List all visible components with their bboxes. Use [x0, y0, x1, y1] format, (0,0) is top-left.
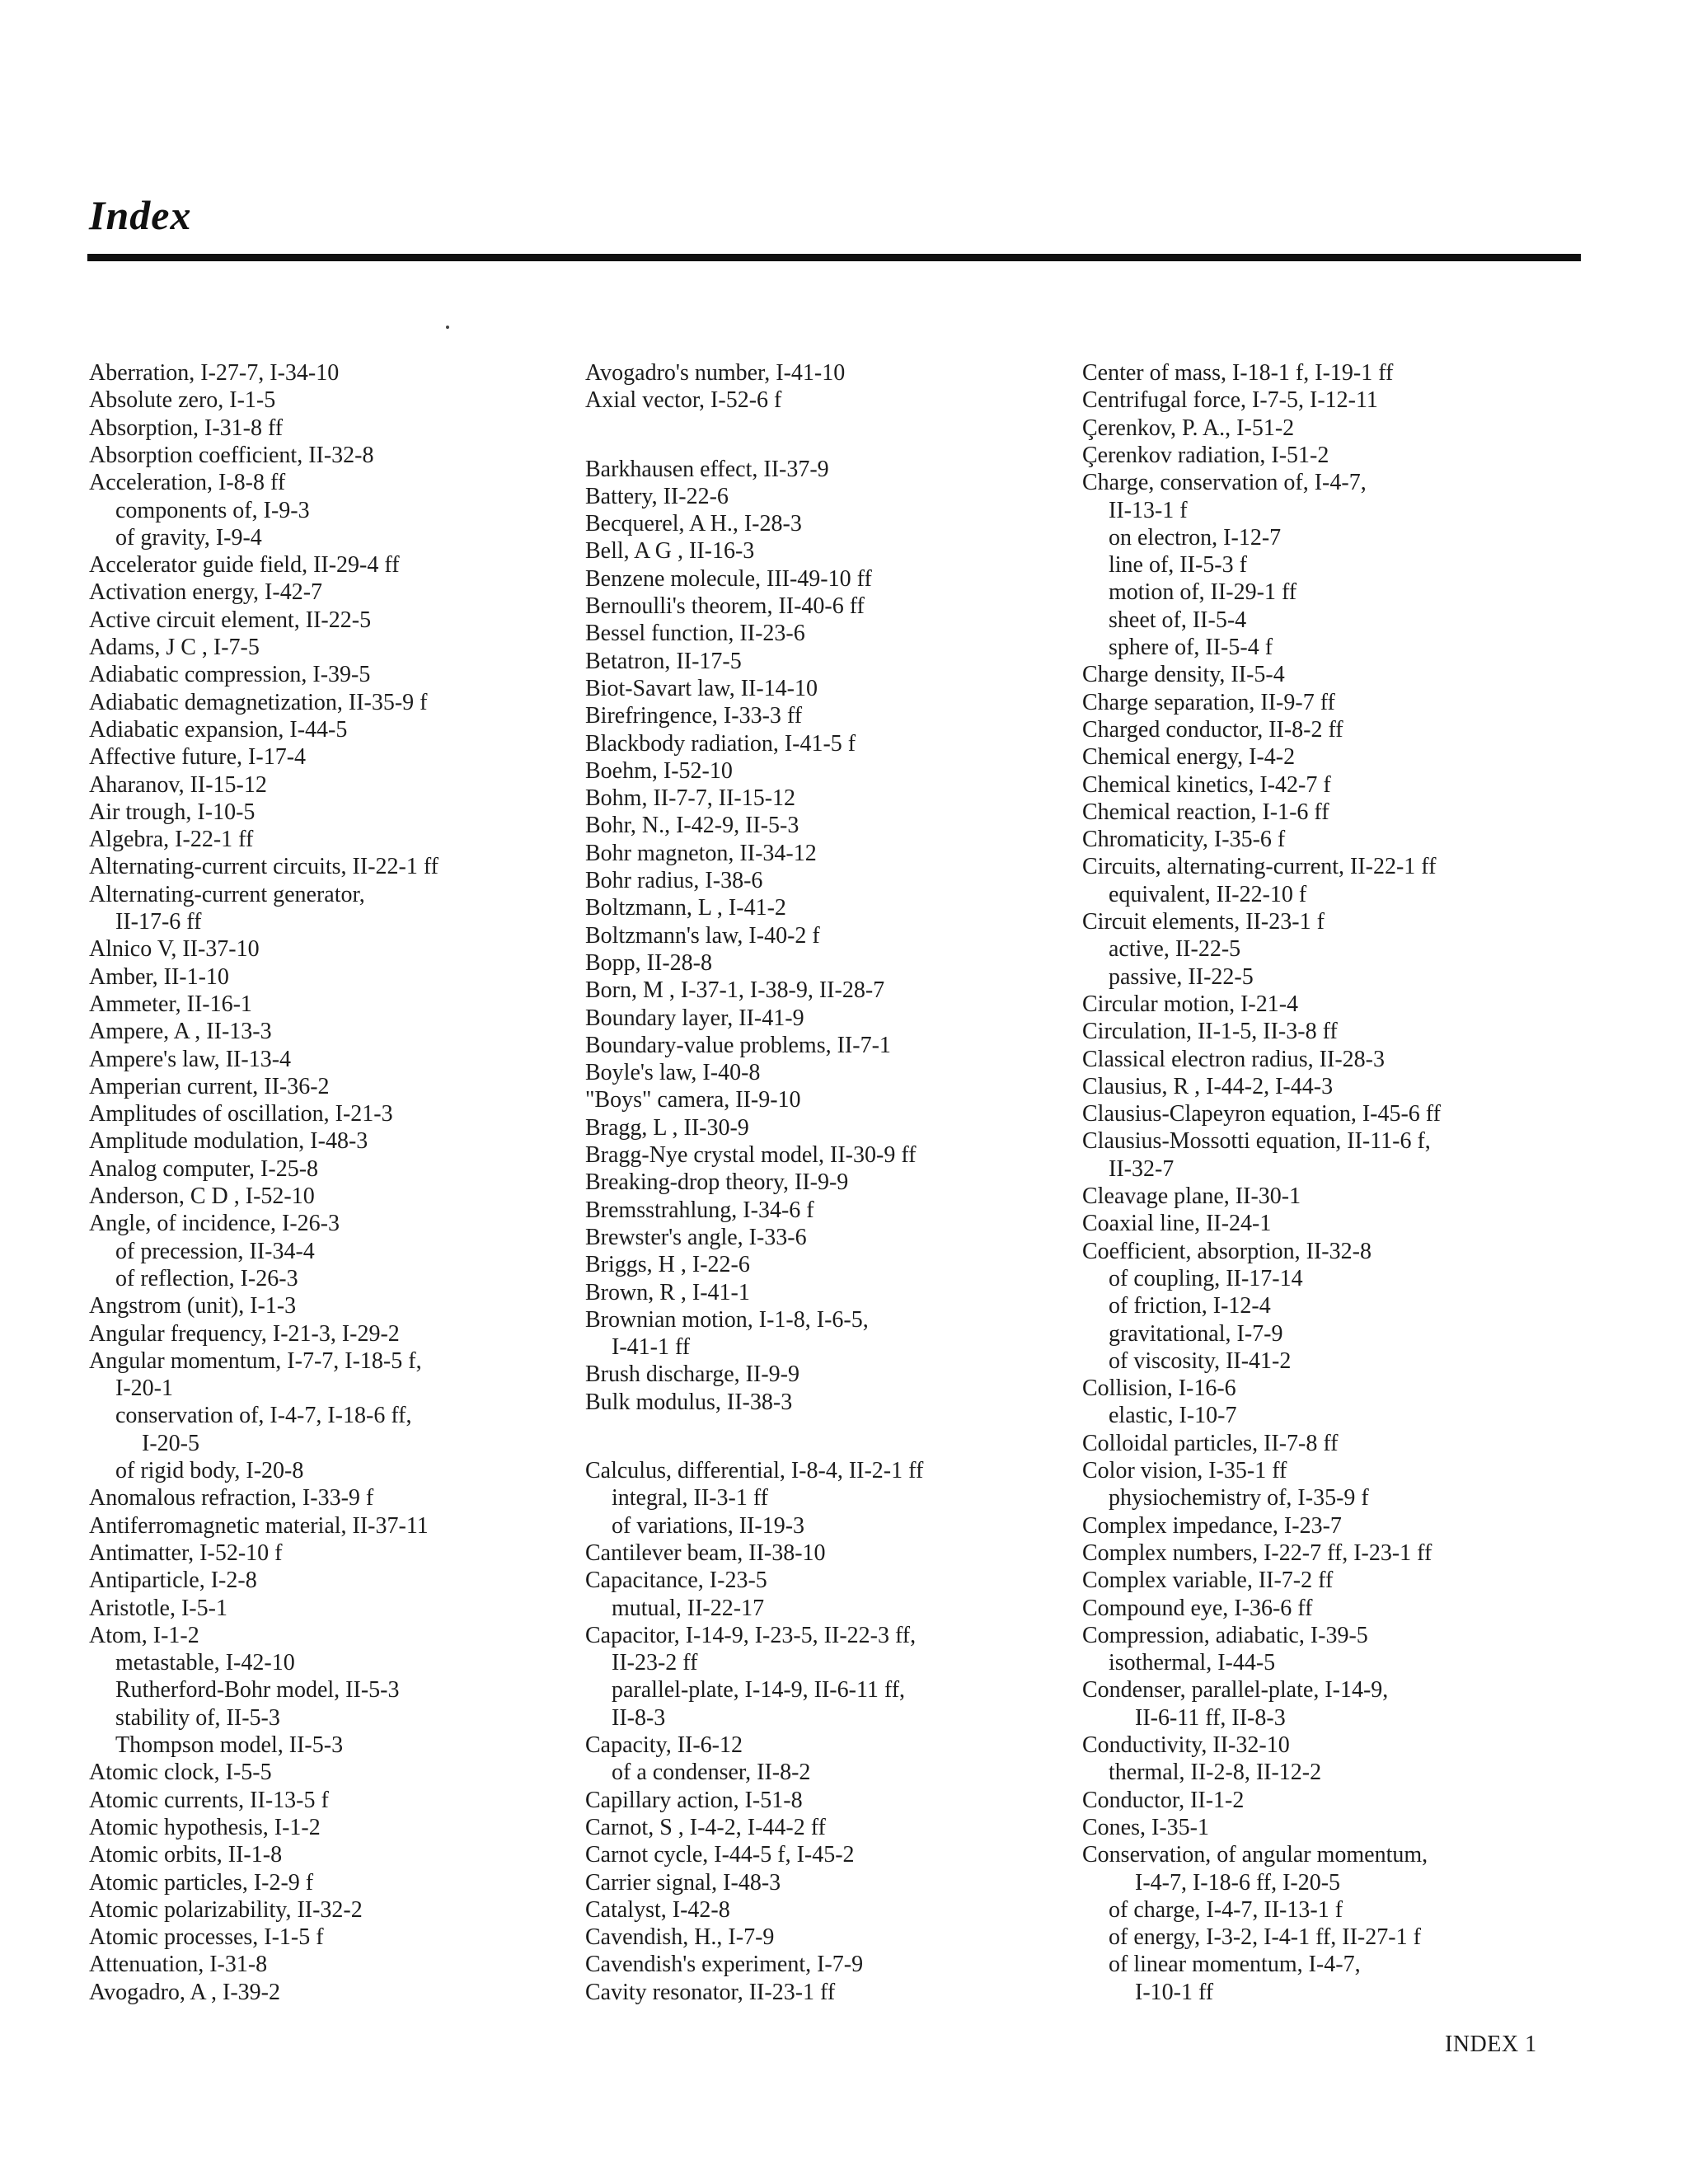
index-entry: Atomic hypothesis, I-1-2: [89, 1814, 321, 1840]
index-entry: Circuits, alternating-current, II-22-1 ff: [1082, 854, 1437, 880]
index-entry: Anderson, C D , I-52-10: [89, 1183, 315, 1209]
index-subentry: II-6-11 ff, II-8-3: [1135, 1704, 1286, 1731]
index-subentry: of gravity, I-9-4: [115, 524, 262, 551]
index-entry: Colloidal particles, II-7-8 ff: [1082, 1430, 1339, 1456]
index-subentry: passive, II-22-5: [1109, 963, 1254, 990]
index-entry: Chromaticity, I-35-6 f: [1082, 827, 1286, 853]
index-entry: Angular frequency, I-21-3, I-29-2: [89, 1320, 400, 1347]
index-subentry: I-10-1 ff: [1135, 1979, 1214, 2005]
index-entry: Battery, II-22-6: [585, 483, 729, 509]
index-entry: Alternating-current generator,: [89, 881, 365, 907]
index-entry: Brewster's angle, I-33-6: [585, 1224, 807, 1250]
index-entry: Bulk modulus, II-38-3: [585, 1389, 793, 1415]
index-entry: Birefringence, I-33-3 ff: [585, 703, 803, 729]
index-subentry: metastable, I-42-10: [115, 1650, 295, 1676]
index-entry: Activation energy, I-42-7: [89, 579, 323, 606]
index-entry: Atomic polarizability, II-32-2: [89, 1896, 363, 1923]
index-entry: Çerenkov radiation, I-51-2: [1082, 442, 1329, 468]
index-entry: Bell, A G , II-16-3: [585, 538, 755, 565]
index-entry: Conductivity, II-32-10: [1082, 1732, 1290, 1758]
index-entry: Bohm, II-7-7, II-15-12: [585, 785, 796, 812]
index-subentry: components of, I-9-3: [115, 497, 310, 523]
index-subentry: I-41-1 ff: [612, 1334, 691, 1361]
index-entry: Atomic processes, I-1-5 f: [89, 1924, 324, 1951]
index-entry: Bessel function, II-23-6: [585, 621, 805, 647]
index-entry: Adams, J C , I-7-5: [89, 635, 260, 660]
index-entry: Algebra, I-22-1 ff: [89, 827, 254, 853]
index-subentry: Rutherford-Bohr model, II-5-3: [115, 1677, 400, 1704]
index-subentry: of a condenser, II-8-2: [612, 1760, 811, 1786]
index-entry: Alternating-current circuits, II-22-1 ff: [89, 854, 438, 880]
index-entry: Absorption coefficient, II-32-8: [89, 442, 374, 468]
index-entry: Complex numbers, I-22-7 ff, I-23-1 ff: [1082, 1540, 1432, 1566]
index-subentry: II-17-6 ff: [115, 909, 202, 935]
index-entry: Amperian current, II-36-2: [89, 1073, 330, 1099]
index-entry: Biot-Savart law, II-14-10: [585, 675, 818, 701]
index-entry: Barkhausen effect, II-37-9: [585, 456, 829, 482]
title-rule: [87, 254, 1581, 261]
index-entry: Angular momentum, I-7-7, I-18-5 f,: [89, 1347, 422, 1374]
index-entry: Antiferromagnetic material, II-37-11: [89, 1512, 429, 1539]
index-entry: Bremsstrahlung, I-34-6 f: [585, 1197, 814, 1223]
index-entry: Capacity, II-6-12: [585, 1732, 743, 1758]
index-entry: Complex variable, II-7-2 ff: [1082, 1568, 1334, 1594]
index-subentry: sheet of, II-5-4: [1109, 607, 1247, 633]
index-subentry: II-32-7: [1109, 1155, 1175, 1182]
index-entry: Angstrom (unit), I-1-3: [89, 1293, 297, 1319]
index-subentry: isothermal, I-44-5: [1109, 1650, 1276, 1676]
index-entry: Bernoulli's theorem, II-40-6 ff: [585, 593, 865, 620]
index-entry: Adiabatic demagnetization, II-35-9 f: [89, 689, 428, 715]
index-entry: Accelerator guide field, II-29-4 ff: [89, 552, 400, 579]
index-entry: Affective future, I-17-4: [89, 744, 307, 771]
index-entry: Calculus, differential, I-8-4, II-2-1 ff: [585, 1458, 924, 1483]
index-subentry: of friction, I-12-4: [1109, 1293, 1271, 1319]
index-entry: Circular motion, I-21-4: [1082, 991, 1299, 1017]
index-entry: Breaking-drop theory, II-9-9: [585, 1169, 849, 1196]
index-entry: Bopp, II-28-8: [585, 949, 712, 976]
page-title: Index: [89, 192, 192, 238]
index-entry: Clausius-Mossotti equation, II-11-6 f,: [1082, 1128, 1431, 1155]
index-subentry: of energy, I-3-2, I-4-1 ff, II-27-1 f: [1109, 1924, 1421, 1951]
index-subentry: of rigid body, I-20-8: [115, 1458, 304, 1483]
index-entry: Carnot cycle, I-44-5 f, I-45-2: [585, 1842, 855, 1868]
index-entry: Circulation, II-1-5, II-3-8 ff: [1082, 1019, 1338, 1045]
index-entry: Bragg, L , II-30-9: [585, 1114, 749, 1141]
index-subentry: II-23-2 ff: [612, 1650, 698, 1676]
index-entry: Attenuation, I-31-8: [89, 1952, 268, 1978]
index-entry: Air trough, I-10-5: [89, 799, 256, 825]
index-subentry: on electron, I-12-7: [1109, 524, 1282, 551]
index-entry: Absolute zero, I-1-5: [89, 387, 276, 414]
index-entry: Clausius, R , I-44-2, I-44-3: [1082, 1073, 1334, 1099]
index-entry: Adiabatic compression, I-39-5: [89, 662, 371, 688]
index-entry: Alnico V, II-37-10: [89, 936, 260, 963]
index-subentry: stability of, II-5-3: [115, 1704, 280, 1731]
index-entry: Briggs, H , I-22-6: [585, 1252, 750, 1278]
index-entry: Cones, I-35-1: [1082, 1814, 1209, 1840]
index-entry: Brownian motion, I-1-8, I-6-5,: [585, 1306, 869, 1333]
index-subentry: I-4-7, I-18-6 ff, I-20-5: [1135, 1869, 1341, 1896]
index-entry: Cleavage plane, II-30-1: [1082, 1183, 1301, 1209]
index-entry: "Boys" camera, II-9-10: [585, 1087, 801, 1113]
index-entry: Boltzmann's law, I-40-2 f: [585, 922, 820, 949]
index-subentry: of variations, II-19-3: [612, 1512, 805, 1539]
index-subentry: conservation of, I-4-7, I-18-6 ff,: [115, 1403, 412, 1429]
index-entry: Active circuit element, II-22-5: [89, 607, 372, 633]
index-entry: Capacitor, I-14-9, I-23-5, II-22-3 ff,: [585, 1622, 917, 1648]
index-entry: Born, M , I-37-1, I-38-9, II-28-7: [585, 977, 885, 1004]
index-entry: Aharanov, II-15-12: [89, 771, 267, 798]
index-entry: Betatron, II-17-5: [585, 648, 742, 674]
index-entry: Capillary action, I-51-8: [585, 1787, 803, 1813]
index-entry: Clausius-Clapeyron equation, I-45-6 ff: [1082, 1101, 1441, 1127]
index-entry: Aberration, I-27-7, I-34-10: [89, 360, 340, 386]
index-entry: Benzene molecule, III-49-10 ff: [585, 565, 872, 592]
index-entry: Angle, of incidence, I-26-3: [89, 1211, 340, 1237]
index-entry: Bohr, N., I-42-9, II-5-3: [585, 813, 799, 839]
index-entry: Boyle's law, I-40-8: [585, 1060, 761, 1086]
index-entry: Ampere's law, II-13-4: [89, 1046, 292, 1072]
index-entry: Center of mass, I-18-1 f, I-19-1 ff: [1082, 360, 1394, 386]
index-subentry: of charge, I-4-7, II-13-1 f: [1109, 1896, 1343, 1923]
index-entry: Boehm, I-52-10: [585, 757, 733, 784]
index-entry: Cavendish's experiment, I-7-9: [585, 1952, 864, 1978]
index-entry: Aristotle, I-5-1: [89, 1595, 227, 1621]
index-entry: Charged conductor, II-8-2 ff: [1082, 716, 1343, 743]
index-entry: Amplitude modulation, I-48-3: [89, 1128, 368, 1155]
index-entry: Brown, R , I-41-1: [585, 1279, 750, 1305]
index-subentry: parallel-plate, I-14-9, II-6-11 ff,: [612, 1677, 906, 1704]
index-subentry: sphere of, II-5-4 f: [1109, 635, 1273, 660]
index-subentry: II-8-3: [612, 1704, 666, 1731]
index-subentry: of linear momentum, I-4-7,: [1109, 1952, 1361, 1978]
index-entry: Chemical kinetics, I-42-7 f: [1082, 771, 1331, 798]
index-entry: Analog computer, I-25-8: [89, 1155, 319, 1182]
index-subentry: Thompson model, II-5-3: [115, 1732, 344, 1758]
index-subentry: of reflection, I-26-3: [115, 1265, 298, 1291]
index-subentry: gravitational, I-7-9: [1109, 1320, 1283, 1347]
index-entry: Antiparticle, I-2-8: [89, 1568, 257, 1594]
index-entry: Brush discharge, II-9-9: [585, 1361, 799, 1388]
index-entry: Antimatter, I-52-10 f: [89, 1540, 283, 1566]
index-entry: Avogadro's number, I-41-10: [585, 360, 846, 386]
index-subentry: of precession, II-34-4: [115, 1238, 315, 1264]
index-entry: Cavendish, H., I-7-9: [585, 1924, 775, 1951]
index-entry: Atomic currents, II-13-5 f: [89, 1787, 329, 1813]
index-entry: Ammeter, II-16-1: [89, 991, 252, 1017]
index-entry: Boundary layer, II-41-9: [585, 1005, 804, 1031]
index-entry: Becquerel, A H., I-28-3: [585, 511, 802, 537]
print-speck: [446, 326, 449, 329]
index-subentry: II-13-1 f: [1109, 497, 1188, 523]
index-entry: Circuit elements, II-23-1 f: [1082, 909, 1325, 935]
index-subentry: motion of, II-29-1 ff: [1109, 579, 1297, 606]
index-entry: Carnot, S , I-4-2, I-44-2 ff: [585, 1814, 826, 1840]
index-entry: Avogadro, A , I-39-2: [89, 1979, 280, 2005]
index-entry: Classical electron radius, II-28-3: [1082, 1046, 1385, 1072]
index-entry: Centrifugal force, I-7-5, I-12-11: [1082, 387, 1378, 414]
index-entry: Bohr magneton, II-34-12: [585, 840, 817, 866]
index-entry: Adiabatic expansion, I-44-5: [89, 716, 348, 743]
index-entry: Color vision, I-35-1 ff: [1082, 1458, 1287, 1483]
index-subentry: of coupling, II-17-14: [1109, 1265, 1303, 1291]
index-entry: Atomic particles, I-2-9 f: [89, 1869, 314, 1896]
index-subentry: line of, II-5-3 f: [1109, 552, 1247, 579]
index-entry: Acceleration, I-8-8 ff: [89, 470, 286, 496]
index-entry: Atomic clock, I-5-5: [89, 1760, 272, 1786]
index-entry: Atom, I-1-2: [89, 1622, 199, 1648]
index-entry: Conservation, of angular momentum,: [1082, 1842, 1428, 1868]
page-footer: INDEX 1: [1445, 2032, 1537, 2057]
index-entry: Complex impedance, I-23-7: [1082, 1512, 1342, 1539]
index-entry: Charge density, II-5-4: [1082, 662, 1285, 688]
index-entry: Atomic orbits, II-1-8: [89, 1842, 283, 1868]
index-entry: Amplitudes of oscillation, I-21-3: [89, 1101, 393, 1127]
index-subentry: I-20-5: [142, 1430, 199, 1456]
index-subentry: active, II-22-5: [1109, 936, 1241, 963]
index-entry: Compound eye, I-36-6 ff: [1082, 1595, 1313, 1621]
index-entry: Cantilever beam, II-38-10: [585, 1540, 826, 1566]
index-entry: Charge separation, II-9-7 ff: [1082, 689, 1335, 715]
index-entry: Anomalous refraction, I-33-9 f: [89, 1485, 374, 1511]
index-entry: Capacitance, I-23-5: [585, 1568, 767, 1594]
index-entry: Collision, I-16-6: [1082, 1376, 1236, 1402]
index-entry: Compression, adiabatic, I-39-5: [1082, 1622, 1368, 1648]
index-entry: Charge, conservation of, I-4-7,: [1082, 470, 1367, 496]
index-entry: Boltzmann, L , I-41-2: [585, 895, 786, 921]
index-subentry: equivalent, II-22-10 f: [1109, 881, 1307, 907]
index-subentry: physiochemistry of, I-35-9 f: [1109, 1485, 1369, 1511]
index-entry: Boundary-value problems, II-7-1: [585, 1032, 891, 1058]
index-entry: Amber, II-1-10: [89, 963, 229, 990]
index-subentry: integral, II-3-1 ff: [612, 1485, 768, 1511]
index-entry: Absorption, I-31-8 ff: [89, 415, 284, 441]
index-subentry: I-20-1: [115, 1376, 173, 1402]
index-subentry: elastic, I-10-7: [1109, 1403, 1237, 1429]
index-subentry: thermal, II-2-8, II-12-2: [1109, 1760, 1322, 1786]
index-entry: Bohr radius, I-38-6: [585, 868, 763, 894]
index-entry: Cavity resonator, II-23-1 ff: [585, 1979, 836, 2005]
index-entry: Coefficient, absorption, II-32-8: [1082, 1238, 1372, 1264]
index-entry: Coaxial line, II-24-1: [1082, 1211, 1272, 1237]
index-entry: Catalyst, I-42-8: [585, 1896, 730, 1923]
index-entry: Carrier signal, I-48-3: [585, 1869, 781, 1896]
index-subentry: of viscosity, II-41-2: [1109, 1347, 1292, 1374]
index-entry: Ampere, A , II-13-3: [89, 1019, 272, 1045]
index-entry: Chemical reaction, I-1-6 ff: [1082, 799, 1329, 825]
index-entry: Bragg-Nye crystal model, II-30-9 ff: [585, 1142, 917, 1169]
index-entry: Chemical energy, I-4-2: [1082, 744, 1296, 771]
index-entry: Blackbody radiation, I-41-5 f: [585, 730, 856, 757]
index-entry: Condenser, parallel-plate, I-14-9,: [1082, 1677, 1389, 1704]
index-entry: Axial vector, I-52-6 f: [585, 387, 782, 414]
index-entry: Conductor, II-1-2: [1082, 1787, 1245, 1813]
index-entry: Çerenkov, P. A., I-51-2: [1082, 415, 1295, 441]
index-subentry: mutual, II-22-17: [612, 1595, 765, 1621]
